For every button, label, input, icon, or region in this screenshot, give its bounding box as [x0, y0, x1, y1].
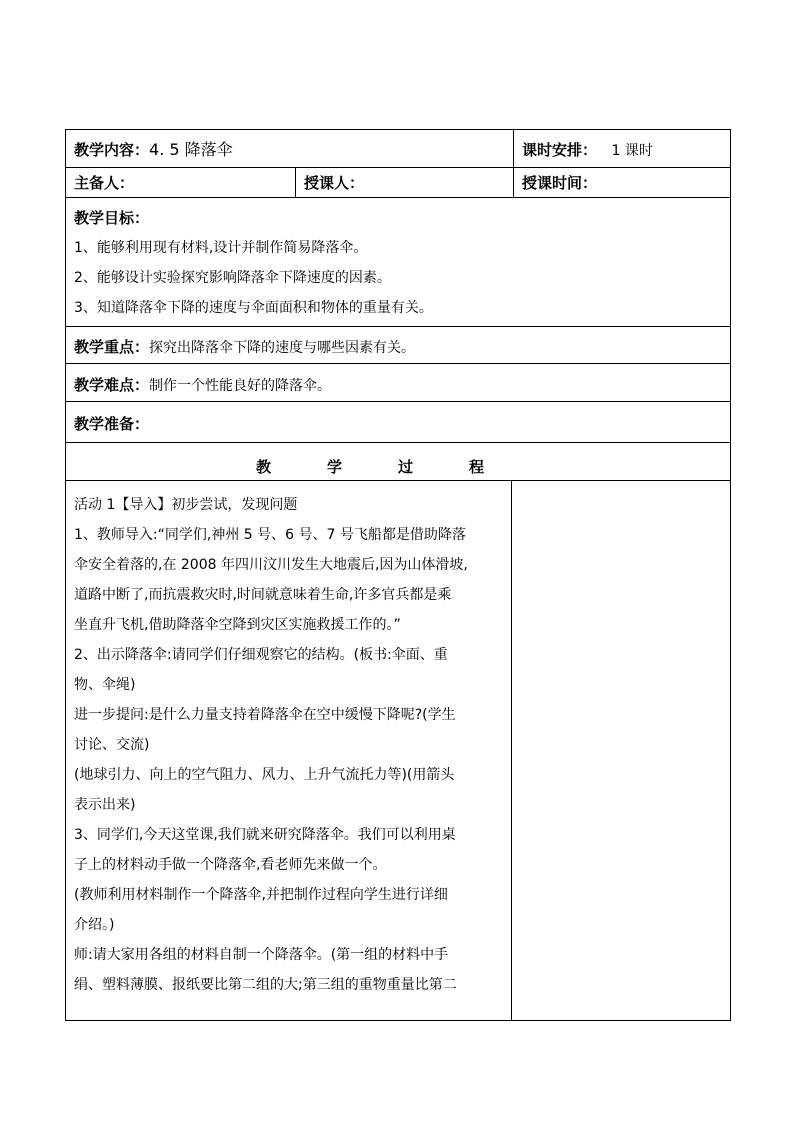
objective-item: 3、知道降落伞下降的速度与伞面面积和物体的重量有关。 [74, 300, 433, 316]
row-divider [66, 363, 730, 364]
process-line: 2、出示降落伞:请同学们仔细观察它的结构。(板书:伞面、重 [74, 647, 448, 663]
process-line: 道路中断了,而抗震救灾时,时间就意味着生命,许多官兵都是乘 [74, 587, 452, 603]
column-divider [513, 130, 514, 197]
teacher-label: 授课人： [304, 174, 365, 192]
schedule-field [522, 140, 653, 161]
preparation-label: 教学准备： [74, 415, 150, 433]
row-divider [66, 167, 730, 168]
preparer-label: 主备人： [74, 174, 135, 192]
process-line: 表示出来) [74, 797, 136, 813]
key-point-label: 教学重点： [74, 338, 150, 356]
process-line: 绢、塑料薄膜、报纸要比第二组的大;第三组的重物重量比第二 [74, 977, 457, 993]
process-line: 活动 1【导入】初步尝试，发现问题 [74, 497, 298, 513]
process-line: 3、同学们,今天这堂课,我们就来研究降落伞。我们可以利用桌 [74, 827, 456, 843]
row-divider [66, 326, 730, 327]
schedule-label: 课时安排： [522, 141, 598, 159]
difficulty-label: 教学难点： [74, 376, 150, 394]
process-line: 介绍。) [74, 917, 115, 933]
key-point [74, 337, 415, 358]
objective-item: 1、能够利用现有材料,设计并制作简易降落伞。 [74, 240, 368, 256]
objectives-title: 教学目标： [74, 209, 150, 227]
content-value: 4. 5 降落伞 [149, 140, 233, 159]
key-point-text: 探究出降落伞下降的速度与哪些因素有关。 [149, 340, 416, 356]
process-line: 伞安全着落的,在 2008 年四川汶川发生大地震后,因为山体滑坡, [74, 557, 468, 573]
process-line: (地球引力、向上的空气阻力、风力、上升气流托力等)(用箭头 [74, 767, 455, 783]
content-label: 教学内容： [74, 141, 150, 159]
schedule-value: 1 课时 [611, 143, 653, 159]
time-label: 授课时间： [522, 174, 598, 192]
lesson-plan-table [65, 129, 731, 1021]
row-divider [66, 401, 730, 402]
process-line: 坐直升飞机,借助降落伞空降到灾区实施救援工作的。” [74, 617, 401, 633]
column-divider [295, 167, 296, 197]
column-divider [511, 480, 512, 1021]
row-divider [66, 442, 730, 443]
objective-item: 2、能够设计实验探究影响降落伞下降速度的因素。 [74, 270, 391, 286]
content-field [74, 140, 233, 161]
row-divider [66, 197, 730, 198]
process-line: 讨论、交流) [74, 737, 150, 753]
difficulty [74, 375, 331, 396]
process-line: 子上的材料动手做一个降落伞,看老师先来做一个。 [74, 857, 387, 873]
process-content [74, 490, 506, 1000]
process-line: 师:请大家用各组的材料自制一个降落伞。(第一组的材料中手 [74, 947, 449, 963]
process-title: 教学过程 [255, 458, 540, 476]
process-line: (教师利用材料制作一个降落伞,并把制作过程向学生进行详细 [74, 887, 448, 903]
process-line: 进一步提问:是什么力量支持着降落伞在空中缓慢下降呢?(学生 [74, 707, 456, 723]
process-line: 物、伞绳) [74, 677, 136, 693]
process-line: 1、教师导入:“同学们,神州 5 号、6 号、7 号飞船都是借助降落 [74, 527, 466, 543]
difficulty-text: 制作一个性能良好的降落伞。 [149, 378, 332, 394]
